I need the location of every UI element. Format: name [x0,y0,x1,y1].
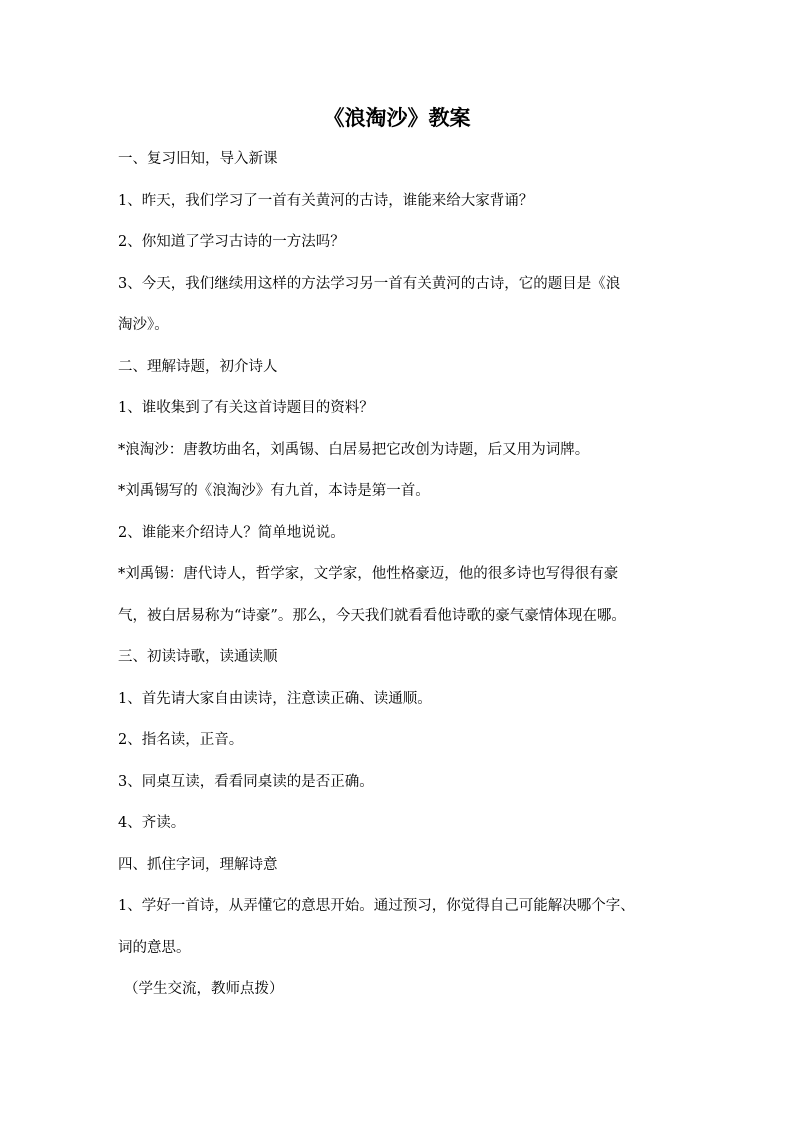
paragraph: 2、你知道了学习古诗的一方法吗？ [118,234,345,250]
paragraph: 淘沙》。 [118,317,169,333]
paragraph: *刘禹锡：唐代诗人，哲学家，文学家，他性格豪迈，他的很多诗也写得很有豪 [118,566,619,582]
paragraph: 1、学好一首诗，从弄懂它的意思开始。通过预习，你觉得自己可能解决哪个字、 [118,898,635,914]
paragraph: 3、今天，我们继续用这样的方法学习另一首有关黄河的古诗，它的题目是《浪 [118,275,621,292]
paragraph: 1、昨天，我们学习了一首有关黄河的古诗，谁能来给大家背诵？ [118,192,534,209]
paragraph: 2、谁能来介绍诗人？简单地说说。 [118,524,345,541]
paragraph: 1、首先请大家自由读诗，注意读正确、读通顺。 [118,690,432,707]
section-heading-3: 三、初读诗歌，读通读顺 [118,649,278,665]
paragraph: 1、谁收集到了有关这首诗题目的资料？ [118,400,374,416]
paragraph: *浪淘沙：唐教坊曲名，刘禹锡、白居易把它改创为诗题，后又用为词牌。 [118,441,590,458]
paragraph: 4、齐读。 [118,815,186,831]
section-heading-2: 二、理解诗题，初介诗人 [118,358,278,375]
paragraph: 词的意思。 [118,939,191,956]
document-body [118,146,688,1018]
section-heading-4: 四、抓住字词，理解诗意 [118,856,278,873]
paragraph: 气，被白居易称为“诗豪”。那么，今天我们就看看他诗歌的豪气豪情体现在哪。 [118,607,626,624]
paragraph: *刘禹锡写的《浪淘沙》有九首，本诗是第一首。 [118,483,430,499]
document-title: 《浪淘沙》教案 [323,105,471,130]
section-heading-1: 一、复习旧知，导入新课 [118,151,278,167]
paragraph: 3、同桌互读，看看同桌读的是否正确。 [118,773,374,790]
paragraph-note: （学生交流，教师点拨） [124,981,284,997]
paragraph: 2、指名读，正音。 [118,732,244,748]
